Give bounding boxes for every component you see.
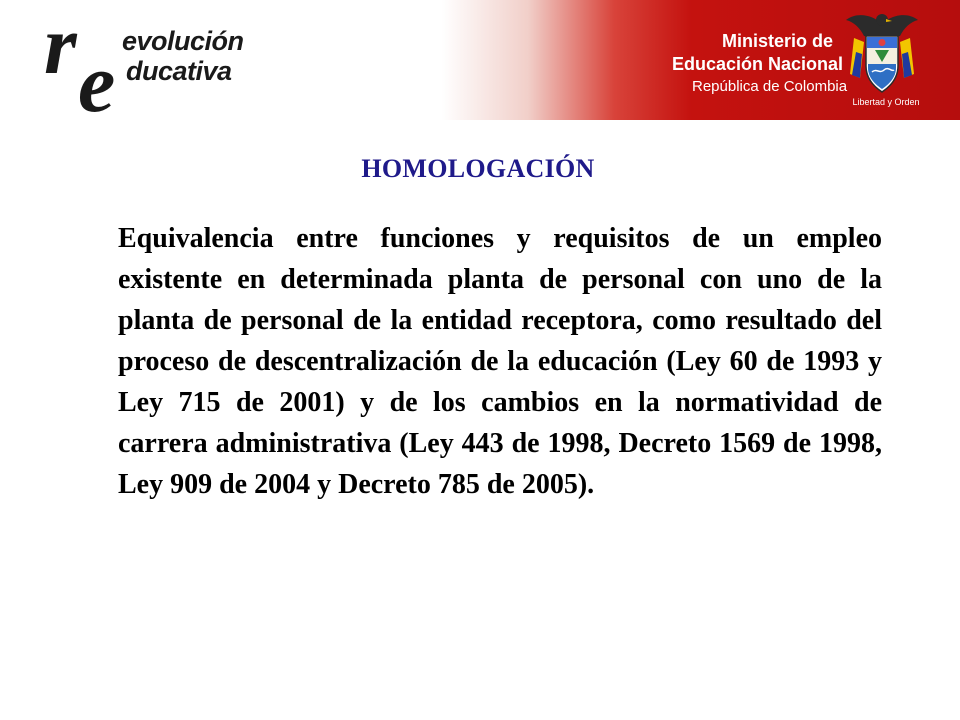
logo-word-revolucion: evolución [122,26,244,56]
ministry-line-2: Educación Nacional [672,54,844,74]
header-band [0,0,960,130]
logo-letter-e: e [78,37,116,130]
ministry-line-3: República de Colombia [692,78,848,95]
slide-title-text: HOMOLOGACIÓN [361,154,595,183]
colombia-coat-of-arms-icon [842,8,922,96]
slide-title [0,154,960,184]
ministry-motto: Libertad y Orden [852,97,920,107]
ministry-logo-text [672,30,848,98]
logo-word-educativa: ducativa [126,56,232,86]
ministry-line-1: Ministerio de [722,31,834,51]
logo-letter-r: r [44,0,77,92]
revolucion-educativa-logo [44,0,254,130]
slide-body-text: Equivalencia entre funciones y requisitos de un empleo existente en determinada planta de personal con uno de la planta de personal de la entidad receptora, como resultado del proceso de descentralización de la educación (Ley 60 de 1993 y Ley 715 de 2001) y de los cambios en la normatividad de carrera administrativa (Ley 443 de 1998, Decreto 1569 de 1998, Ley 909 de 2004 y Decreto 785 de 2005). [118,223,882,500]
